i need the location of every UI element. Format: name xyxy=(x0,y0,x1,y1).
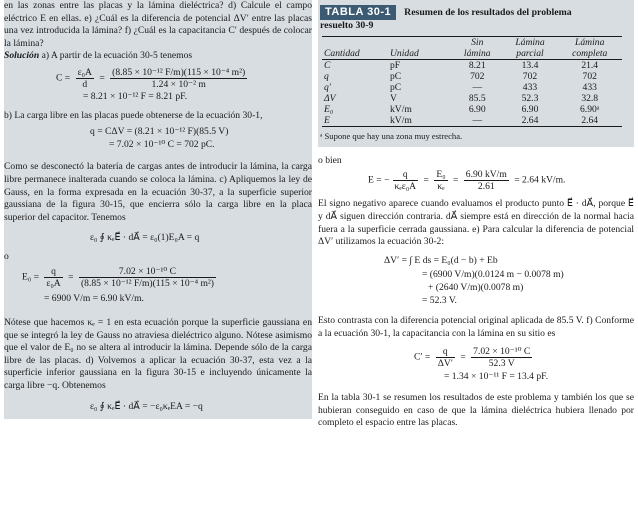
eq7-line1: ΔV′ = ∫ E ds = E₀(d − b) + Eb xyxy=(384,254,498,266)
table-header xyxy=(320,5,632,20)
eq-gauss-bottom: ε₀ ∮ κₑE⃗ · dA⃗ = −ε₀κₑEA = −q xyxy=(90,400,203,412)
table-header-row: Cantidad Unidad lámina parcial completa xyxy=(322,48,622,60)
table-subtitle: resuelto 30-9 xyxy=(320,19,374,31)
table-row: ΔV V 85.5 52.3 32.8 xyxy=(324,93,599,105)
eq1-lhs: C = xyxy=(56,72,73,84)
free-charge-text: b) La carga libre en las placas puede obtenerse de la ecuación 30-1, xyxy=(4,109,263,121)
solution-intro xyxy=(4,50,312,63)
question-text: en las zonas entre las placas y la lámina dieléctrica? d) Calcule el campo eléctrico E en ellas. e) ¿Cuál es la diferencia de potencial ΔV′ entre las placas una vez introducida la lámina? f) ¿Cuál es la capacitancia C′ después de colocar la lámina? xyxy=(4,0,312,49)
dot-product-text: El signo negativo aparece cuando evaluamos el producto punto E⃗ · dA⃗, porque E⃗ y dA⃗ siguen dirección contraria. dA⃗ siempre está en dirección de la normal hacia fuera a la superficie cerrada gaussiana. e) Para calcular la diferencia de potencial ΔV′ utilizamos la ecuación 30-2: xyxy=(318,198,634,248)
eq7-line2: = (6900 V/m)(0.0124 m − 0.0078 m) xyxy=(422,269,564,281)
eq2-line2: = 7.02 × 10⁻¹⁰ C = 702 pC. xyxy=(109,138,215,150)
equation-inner-field: E = − $\frac{q}{\text{κₑε₀A}}$ = $\frac{\text{E₀}}{\text{κₑ}}$ = $\frac{6.90 kV/m}{2.61}$ = 2.64 kV/m. xyxy=(368,169,566,193)
left-column xyxy=(4,0,312,419)
eq1-frac1: $\frac{\text{ε₀A}}{d}$ xyxy=(77,66,92,90)
summary-text: En la tabla 30-1 se resumen los resultados de este problema y también los que se hubieran conseguido en caso de que la lámina dieléctrica hubiera llenado por completo el espacio entre las placas. xyxy=(318,391,634,429)
equation-capacitance: C = $\frac{\text{ε₀A}}{d}$ = $\frac{\text{(8.85 × 10⁻¹² F/m)(115 × 10⁻⁴ m²)}}{\text{1.24 × 10⁻² m}}$ xyxy=(56,66,246,90)
solution-label: Solución xyxy=(4,50,40,62)
eq1-result: = 8.21 × 10⁻¹² F = 8.21 pF. xyxy=(83,90,188,102)
table-header-row-top: Sin Lámina Lámina xyxy=(322,37,622,49)
table-row: q′ pC — 433 433 xyxy=(324,82,597,94)
solution-text: a) A partir de la ecuación 30-5 tenemos xyxy=(39,50,193,62)
eq4-frac2: $\frac{\text{7.02 × 10⁻¹⁰ C}}{\text{(8.85 × 10⁻¹² F/m)(115 × 10⁻⁴ m²)}}$ xyxy=(80,265,214,289)
results-table-box xyxy=(318,0,634,147)
eq8-result: = 1.34 × 10⁻¹¹ F = 13.4 pF. xyxy=(444,371,549,383)
eq-gauss-top: ε₀ ∮ κₑE⃗ · dA⃗ = ε₀(1)E₀A = q xyxy=(90,232,200,244)
table-row: E₀ kV/m 6.90 6.90 6.90ᵃ xyxy=(324,104,600,116)
right-column xyxy=(318,0,634,430)
eq4-result: = 6900 V/m = 6.90 kV/m. xyxy=(44,292,144,304)
eq7-line4: = 52.3 V. xyxy=(422,294,457,306)
eq7-line3: + (2640 V/m)(0.0078 m) xyxy=(428,281,524,293)
eq4-frac1: $\frac{q}{\text{ε₀A}}$ xyxy=(46,265,61,289)
table-row: q pC 702 702 702 xyxy=(324,71,597,83)
equation-field: E₀ = $\frac{q}{\text{ε₀A}}$ = $\frac{\text{7.02 × 10⁻¹⁰ C}}{\text{(8.85 × 10⁻¹² F/m)(115 × 10⁻⁴ m²)}}$ xyxy=(22,265,214,289)
note-text: Nótese que hacemos κₑ = 1 en esta ecuación porque la superficie gaussiana en que se integró la ley de Gauss no atraviesa dieléctrico alguno. Nótese asimismo que el valor de E₀ no se altera al introducir la lámina. Depende sólo de la carga libre de las placas. d) Volvemos a aplicar la ecuación 30-37, esta vez a la superficie inferior gaussiana en la figura 30-15 e incluyendo únicamente la carga libre −q. Obtenemos xyxy=(4,317,312,392)
contrast-text: Esto contrasta con la diferencia potencial original aplicada de 85.5 V. f) Conforme a la ecuación 30-1, la capacitancia con la lámina en su sitio es xyxy=(318,315,634,339)
or-else-text: o bien xyxy=(318,154,342,166)
table-row: C pF 8.21 13.4 21.4 xyxy=(324,60,599,72)
table-footnote: ᵃ Supone que hay una zona muy estrecha. xyxy=(320,131,463,142)
equation-new-capacitance: C′ = $\frac{q}{\Delta V'}$ = $\frac{\text{7.02 × 10⁻¹⁰ C}}{52.3 V}$ xyxy=(414,346,531,370)
gauss-text: Como se desconectó la batería de cargas antes de introducir la lámina, la carga libre permanece inalterada cuando se coloca la lámina. c) Apliquemos la ley de Gauss, en la forma expresada en la ecuación 30-37, a la superficie superior gaussiana de la figura 30-15, que encierra sólo la carga libre en la placa superior del capacitor. Tenemos xyxy=(4,161,312,223)
eq2-line1: q = CΔV = (8.21 × 10⁻¹² F)(85.5 V) xyxy=(90,126,229,138)
table-row: E kV/m — 2.64 2.64 xyxy=(322,115,622,127)
or-text: o xyxy=(4,250,9,262)
results-table xyxy=(322,36,622,127)
table-tag: TABLA 30-1 xyxy=(320,5,396,20)
table-title: Resumen de los resultados del problema xyxy=(404,7,572,18)
eq1-frac2: $\frac{\text{(8.85 × 10⁻¹² F/m)(115 × 10⁻⁴ m²)}}{\text{1.24 × 10⁻² m}}$ xyxy=(112,66,246,90)
